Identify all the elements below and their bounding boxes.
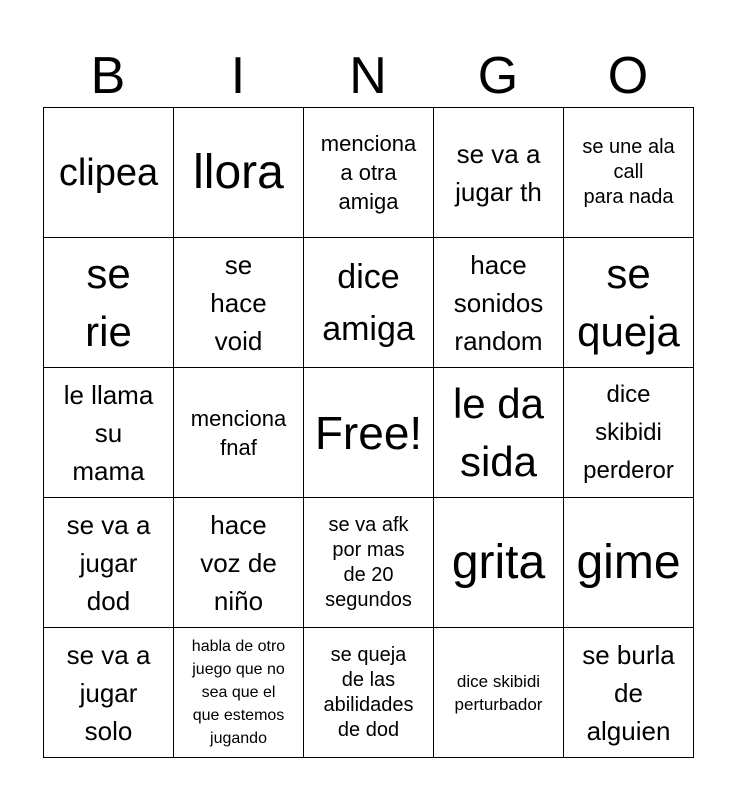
- cell-text: se hace void: [210, 249, 267, 356]
- cell-text: se va a jugar solo: [66, 639, 151, 746]
- bingo-cell[interactable]: [304, 238, 434, 368]
- cell-text: habla de otro juego que no sea que el que estemos jugando: [191, 638, 286, 747]
- cell-text: se va a jugar th: [455, 138, 542, 207]
- bingo-cell[interactable]: [174, 498, 304, 628]
- cell-text: se burla de alguien: [582, 639, 675, 746]
- cell-text: dice amiga: [322, 257, 415, 348]
- bingo-cell[interactable]: [434, 628, 564, 758]
- free-space-text: Free!: [314, 406, 423, 459]
- cell-text: menciona fnaf: [190, 405, 287, 460]
- bingo-cell[interactable]: [564, 628, 694, 758]
- bingo-cell[interactable]: [304, 498, 434, 628]
- cell-text: se va a jugar dod: [66, 509, 151, 616]
- bingo-grid: [43, 107, 694, 758]
- cell-text: le da sida: [452, 379, 545, 485]
- bingo-cell[interactable]: [564, 108, 694, 238]
- cell-text: clipea: [58, 151, 159, 194]
- cell-text: grita: [451, 535, 546, 589]
- bingo-cell[interactable]: [174, 108, 304, 238]
- bingo-cell[interactable]: [174, 628, 304, 758]
- bingo-cell[interactable]: [304, 108, 434, 238]
- cell-text: gime: [576, 535, 681, 589]
- bingo-cell[interactable]: [564, 498, 694, 628]
- bingo-cell[interactable]: [44, 498, 174, 628]
- header-letter-o: O: [607, 47, 649, 105]
- bingo-cell[interactable]: [434, 108, 564, 238]
- cell-text: se rie: [85, 249, 132, 355]
- cell-text: hace voz de niño: [200, 509, 277, 616]
- header-letter-b: B: [90, 47, 126, 105]
- bingo-cell[interactable]: [304, 628, 434, 758]
- cell-text: se queja: [577, 249, 680, 355]
- cell-text: dice skibidi perturbador: [454, 671, 543, 714]
- bingo-cell[interactable]: [434, 498, 564, 628]
- bingo-cell[interactable]: [174, 238, 304, 368]
- cell-text: dice skibidi perderor: [583, 380, 674, 484]
- cell-text: menciona a otra amiga: [320, 131, 417, 214]
- header-letter-g: G: [477, 47, 519, 105]
- free-space-cell[interactable]: [304, 368, 434, 498]
- bingo-cell[interactable]: [434, 238, 564, 368]
- cell-text: se une ala call para nada: [582, 136, 675, 208]
- bingo-cell[interactable]: [44, 368, 174, 498]
- bingo-header: [43, 46, 693, 106]
- bingo-cell[interactable]: [44, 238, 174, 368]
- bingo-cell[interactable]: [434, 368, 564, 498]
- bingo-cell[interactable]: [564, 238, 694, 368]
- bingo-cell[interactable]: [174, 368, 304, 498]
- bingo-cell[interactable]: [44, 628, 174, 758]
- cell-text: se va afk por mas de 20 segundos: [325, 513, 412, 611]
- cell-text: llora: [193, 145, 284, 199]
- bingo-cell[interactable]: [44, 108, 174, 238]
- bingo-cell[interactable]: [564, 368, 694, 498]
- header-letter-i: I: [230, 47, 246, 105]
- cell-text: se queja de las abilidades de dod: [323, 643, 414, 741]
- header-letter-n: N: [349, 47, 387, 105]
- cell-text: hace sonidos random: [453, 249, 544, 356]
- cell-text: le llama su mama: [63, 379, 154, 486]
